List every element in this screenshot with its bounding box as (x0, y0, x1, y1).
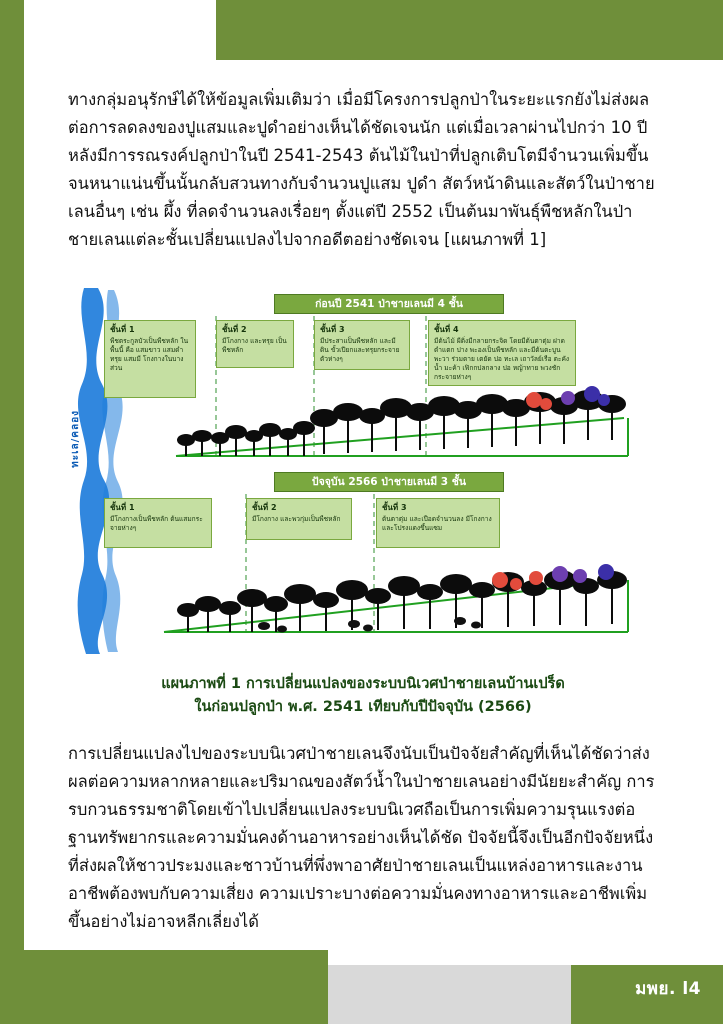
layer-heading: ชั้นที่ 3 (382, 503, 407, 512)
layer-text: พืชตระกูลบัวเป็นพืชหลัก ในพื้นนี้ คือ แสมขาว แสมดำ ทรุย แสมมี โกงกางในบางส่วน (110, 337, 189, 372)
layer-text: มีโกงกาง และทรุย เป็นพืชหลัก (222, 337, 287, 354)
figure-caption-line2: ในก่อนปลูกป่า พ.ศ. 2541 เทียบกับปีปัจจุบัน (2566) (194, 699, 532, 715)
layer-text: ต้นตาตุ่ม และเปือดจำนวนลง มีโกงกางและโปรงแดงขึ้นแซม (382, 515, 492, 532)
layer-box-upper-2 (216, 320, 294, 368)
left-green-band (0, 0, 24, 950)
body-paragraph-top: ทางกลุ่มอนุรักษ์ได้ให้ข้อมูลเพิ่มเติมว่า เมื่อมีโครงการปลูกป่าในระยะแรกยังไม่ส่งผลต่อการลดลงของปูแสมและปูดำอย่างเห็นได้ชัดเจนนัก แต่เมื่อเวลาผ่านไปกว่า 10 ปี หลังมีการรณรงค์ปลูกป่าในปี 2541-2543 ต้นไม้ในป่าที่ปลูกเติบโตมีจำนวนเพิ่มขึ้นจนหนาแน่นขึ้นนั้นกลับสวนทางกับจำนวนปูแสม ปูดำ สัตว์หน้าดินและสัตว์ในป่าชายเลนอื่นๆ เช่น ผึ้ง ที่ลดจำนวนลงเรื่อยๆ ตั้งแต่ปี 2552 เป็นต้นมาพันธุ์พืชหลักในป่าชายเลนแต่ละชั้นเปลี่ยนแปลงไปจากอดีตอย่างชัดเจน [แผนภาพที่ 1] (68, 90, 655, 249)
layer-heading: ชั้นที่ 1 (110, 503, 135, 512)
figure-caption-line1: แผนภาพที่ 1 การเปลี่ยนแปลงของระบบนิเวศป่าชายเลนบ้านเปร็ด (161, 676, 565, 692)
layer-heading: ชั้นที่ 1 (110, 325, 135, 334)
layer-heading: ชั้นที่ 2 (252, 503, 277, 512)
layer-heading: ชั้นที่ 4 (434, 325, 459, 334)
layer-text: มีต้นไม้ ผีติ่งมีกลายกระจิด โดยมีต้นตาตุ่ม ฝาด ตำแตก ปาง พะองเป็นพืชหลัก และมีต้นตะบูน พะวา ร่วมตาย เตยัด ปอ ทะเล เถาวัลย์เรือ ตะคังน้ำ มะค้า เฟิกกปลกลาง ปอ หญ้าทาย พวงชัก กระจายห่างๆ (434, 337, 570, 381)
layer-box-lower-1 (104, 498, 212, 548)
layer-box-upper-1 (104, 320, 196, 398)
figure-mangrove-ecosystem (68, 280, 658, 670)
layer-heading: ชั้นที่ 2 (222, 325, 247, 334)
layer-box-lower-2 (246, 498, 352, 540)
layer-text: มีโกงกาง และพวกุ่มเป็นพืชหลัก (252, 515, 341, 523)
layer-text: มีประสาแป็นพืชหลัก และมีดิน ขั้วเปียกและทรุยกระจายตัวห่างๆ (320, 337, 400, 363)
panel-title-before-2541: ก่อนปี 2541 ป่าชายเลนมี 4 ชั้น (274, 294, 504, 314)
layer-box-lower-3 (376, 498, 500, 548)
panel-title-current-2566: ปัจจุบัน 2566 ป่าชายเลนมี 3 ชั้น (274, 472, 504, 492)
figure-caption (68, 673, 658, 719)
bottom-left-green-band (0, 950, 328, 1024)
water-label: ทะเล/คลอง (70, 410, 81, 468)
layer-heading: ชั้นที่ 3 (320, 325, 345, 334)
footer-grey-band (328, 965, 571, 1024)
layer-text: มีโกงกางเป็นพืชหลัก ต้นแสมกระจายห่างๆ (110, 515, 203, 532)
layer-box-upper-4 (428, 320, 576, 386)
layer-box-upper-3 (314, 320, 410, 370)
page-number: มพย. l4 (635, 979, 701, 999)
body-paragraph-bottom: การเปลี่ยนแปลงไปของระบบนิเวศป่าชายเลนจึงนับเป็นปัจจัยสำคัญที่เห็นได้ชัดว่าส่งผลต่อความหลากหลายและปริมาณของสัตว์น้ำในป่าชายเลนอย่างมีนัยยะสำคัญ การรบกวนธรรมชาติโดยเข้าไปเปลี่ยนแปลงระบบนิเวศถือเป็นการเพิ่มความรุนแรงต่อฐานทรัพยากรและความมั่นคงด้านอาหารอย่างเห็นได้ชัด ปัจจัยนี้จึงเป็นอีกปัจจัยหนึ่งที่ส่งผลให้ชาวประมงและชาวบ้านที่พึ่งพาอาศัยป่าชายเลนเป็นแหล่งอาหารและงานอาชีพต้องพบกับความเสี่ยง ความเปราะบางต่อความมั่นคงทางอาหารและอาชีพเพิ่มขึ้นอย่างไม่อาจหลีกเลี่ยงได้ (68, 744, 655, 931)
top-green-band (216, 0, 723, 60)
